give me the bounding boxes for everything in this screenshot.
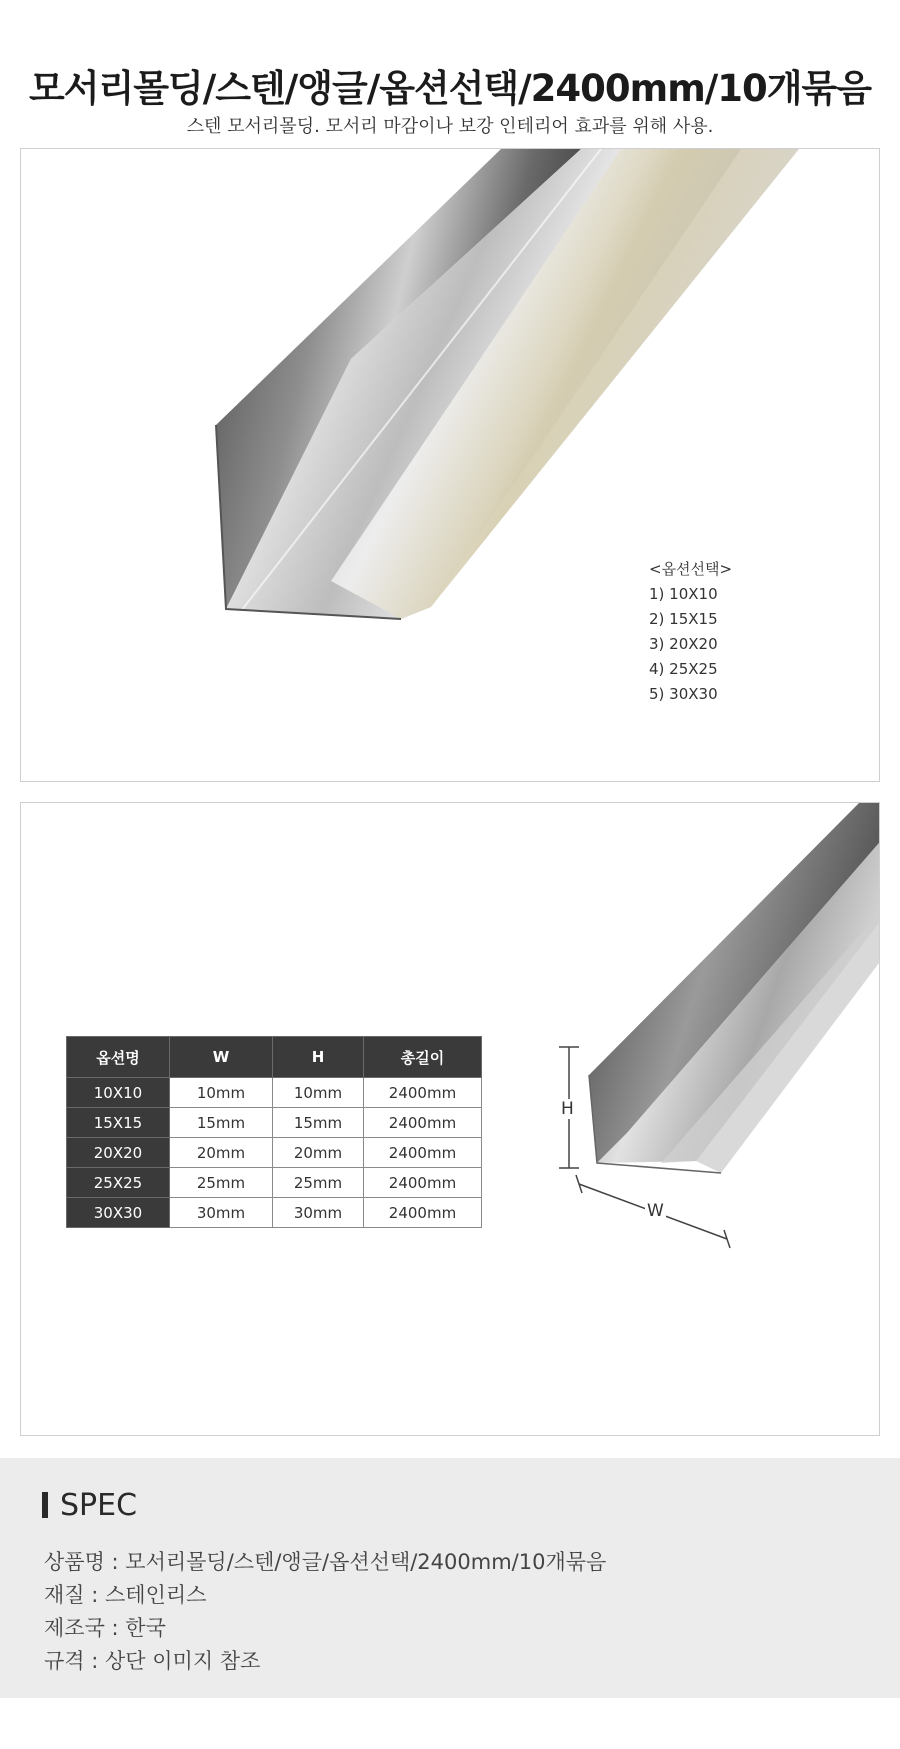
- dimension-diagram: [21, 803, 879, 1435]
- table-header-length: 총길이: [364, 1037, 482, 1078]
- table-cell: 15mm: [273, 1108, 364, 1138]
- table-cell: 25X25: [67, 1168, 170, 1198]
- spec-line-product-name: 상품명 : 모서리몰딩/스텐/앵글/옵션선택/2400mm/10개묶음: [44, 1550, 607, 1574]
- table-cell: 10mm: [170, 1078, 273, 1108]
- table-cell: 2400mm: [364, 1108, 482, 1138]
- table-cell: 10X10: [67, 1078, 170, 1108]
- steel-angle-image: [21, 149, 879, 781]
- table-header-h: H: [273, 1037, 364, 1078]
- table-cell: 25mm: [273, 1168, 364, 1198]
- table-header-option: 옵션명: [67, 1037, 170, 1078]
- table-cell: 10mm: [273, 1078, 364, 1108]
- option-item: 4) 25X25: [649, 660, 718, 678]
- table-cell: 25mm: [170, 1168, 273, 1198]
- option-list-heading: <옵션선택>: [649, 560, 733, 578]
- size-info-panel: [20, 802, 880, 1436]
- page-subtitle: 스텐 모서리몰딩. 모서리 마감이나 보강 인테리어 효과를 위해 사용.: [186, 116, 714, 137]
- spec-line-size: 규격 : 상단 이미지 참조: [44, 1649, 261, 1673]
- table-cell: 20mm: [273, 1138, 364, 1168]
- table-cell: 20X20: [67, 1138, 170, 1168]
- spec-heading-text: SPEC: [60, 1488, 138, 1523]
- heading-bar: [42, 1492, 48, 1518]
- option-item: 5) 30X30: [649, 685, 718, 703]
- spec-line-material: 재질 : 스테인리스: [44, 1583, 207, 1607]
- table-cell: 2400mm: [364, 1168, 482, 1198]
- table-cell: 30X30: [67, 1198, 170, 1228]
- option-item: 1) 10X10: [649, 585, 718, 603]
- option-item: 2) 15X15: [649, 610, 718, 628]
- spec-heading: [42, 1488, 137, 1523]
- spec-line-origin: 제조국 : 한국: [44, 1616, 166, 1640]
- width-dimension-label: W: [647, 1201, 664, 1221]
- page-title: 모서리몰딩/스텐/앵글/옵션선택/2400mm/10개묶음: [28, 67, 871, 110]
- option-list: [649, 557, 732, 707]
- table-cell: 2400mm: [364, 1138, 482, 1168]
- table-cell: 15X15: [67, 1108, 170, 1138]
- table-cell: 30mm: [273, 1198, 364, 1228]
- table-cell: 30mm: [170, 1198, 273, 1228]
- option-item: 3) 20X20: [649, 635, 718, 653]
- spec-section: [0, 1458, 900, 1698]
- table-cell: 2400mm: [364, 1198, 482, 1228]
- table-cell: 15mm: [170, 1108, 273, 1138]
- table-cell: 2400mm: [364, 1078, 482, 1108]
- spec-list: [44, 1546, 606, 1678]
- height-dimension-label: H: [561, 1099, 574, 1119]
- table-cell: 20mm: [170, 1138, 273, 1168]
- table-header-w: W: [170, 1037, 273, 1078]
- product-image-panel: [20, 148, 880, 782]
